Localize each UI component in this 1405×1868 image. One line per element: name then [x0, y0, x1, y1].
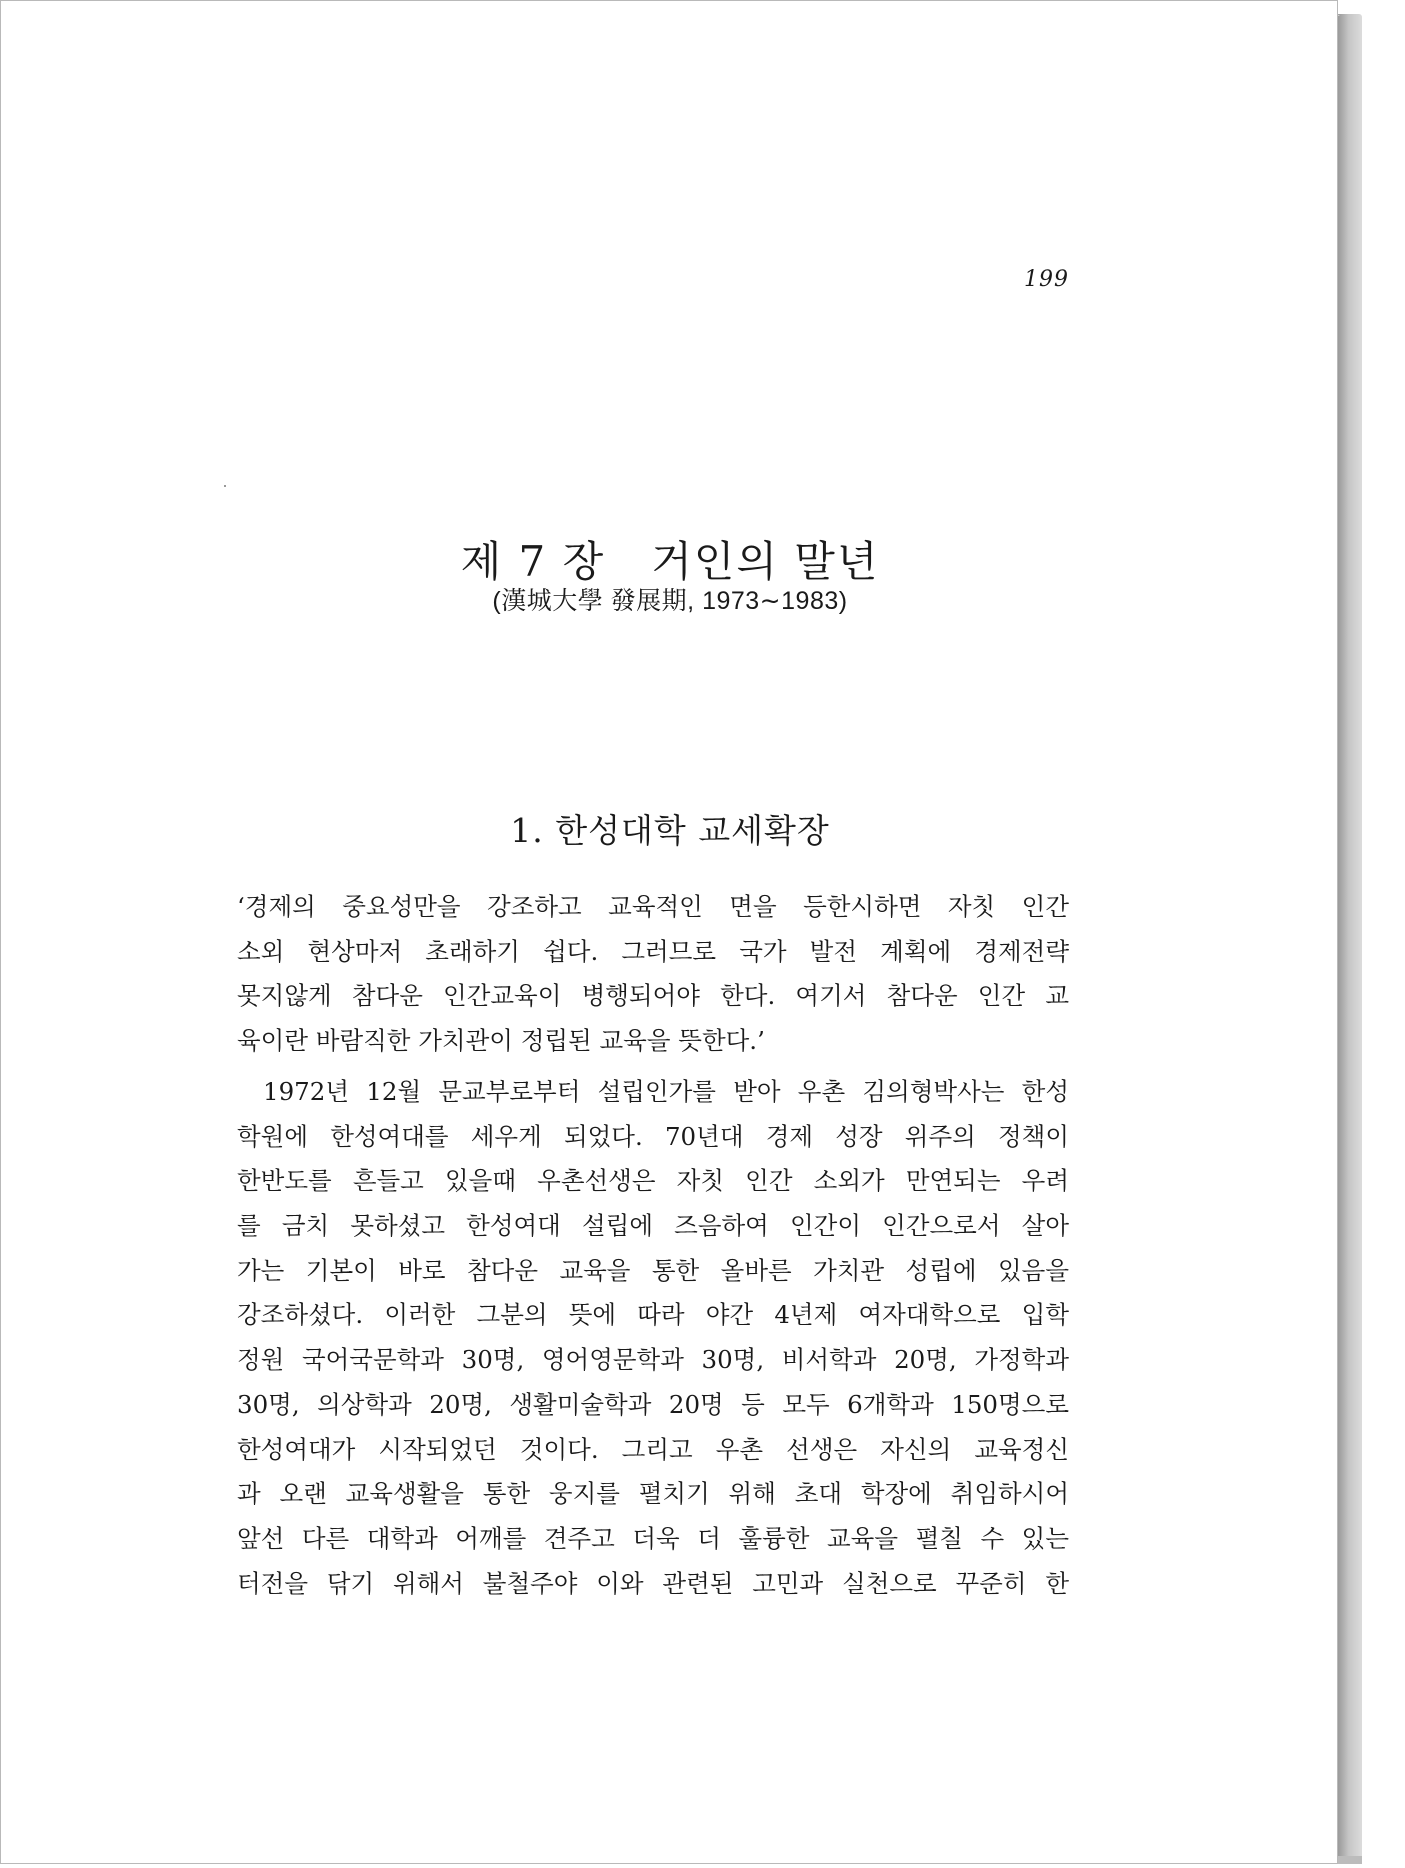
paragraph-line: 를 금치 못하셨고 한성여대 설립에 즈음하여 인간이 인간으로서 살아 [237, 1211, 1069, 1241]
page-stack-bottom [1336, 1856, 1362, 1864]
body-paragraph [237, 1070, 1069, 1606]
paragraph-line: 정원 국어국문학과 30명, 영어영문학과 30명, 비서학과 20명, 가정학과 [237, 1345, 1069, 1375]
quote-line: 육이란 바람직한 가치관이 정립된 교육을 뜻한다.’ [237, 1026, 765, 1056]
paragraph-line: 1972년 12월 문교부로부터 설립인가를 받아 우촌 김의형박사는 한성 [263, 1077, 1069, 1106]
page-stack-edge [1338, 14, 1362, 1860]
section-title: 1. 한성대학 교세확장 [510, 811, 830, 850]
scan-speck [224, 485, 226, 487]
paragraph-line: 30명, 의상학과 20명, 생활미술학과 20명 등 모두 6개학과 150명으로 [237, 1389, 1069, 1419]
epigraph-quote [237, 885, 1069, 1064]
quote-line: 못지않게 참다운 인간교육이 병행되어야 한다. 여기서 참다운 인간 교 [237, 981, 1069, 1011]
chapter-subtitle: (漢城大學 發展期, 1973∼1983) [492, 587, 848, 615]
paragraph-line: 학원에 한성여대를 세우게 되었다. 70년대 경제 성장 위주의 정책이 [237, 1121, 1069, 1151]
paragraph-line: 한성여대가 시작되었던 것이다. 그리고 우촌 선생은 자신의 교육정신 [237, 1434, 1069, 1464]
paragraph-line: 터전을 닦기 위해서 불철주야 이와 관련된 고민과 실천으로 꾸준히 한 [237, 1568, 1069, 1598]
paragraph-line: 가는 기본이 바로 참다운 교육을 통한 올바른 가치관 성립에 있음을 [237, 1255, 1069, 1285]
quote-line: ‘경제의 중요성만을 강조하고 교육적인 면을 등한시하면 자칫 인간 [237, 892, 1069, 921]
page-number: 199 [1024, 267, 1069, 292]
paragraph-line: 강조하셨다. 이러한 그분의 뜻에 따라 야간 4년제 여자대학으로 입학 [237, 1300, 1069, 1330]
paragraph-line: 과 오랜 교육생활을 통한 웅지를 펼치기 위해 초대 학장에 취임하시어 [237, 1479, 1069, 1509]
paragraph-line: 앞선 다른 대학과 어깨를 견주고 더욱 더 훌륭한 교육을 펼칠 수 있는 [237, 1523, 1069, 1553]
quote-line: 소외 현상마저 초래하기 쉽다. 그러므로 국가 발전 계획에 경제전략 [237, 936, 1069, 966]
paragraph-line: 한반도를 흔들고 있을때 우촌선생은 자칫 인간 소외가 만연되는 우려 [237, 1166, 1069, 1196]
chapter-title: 제 7 장 거인의 말년 [460, 537, 880, 586]
